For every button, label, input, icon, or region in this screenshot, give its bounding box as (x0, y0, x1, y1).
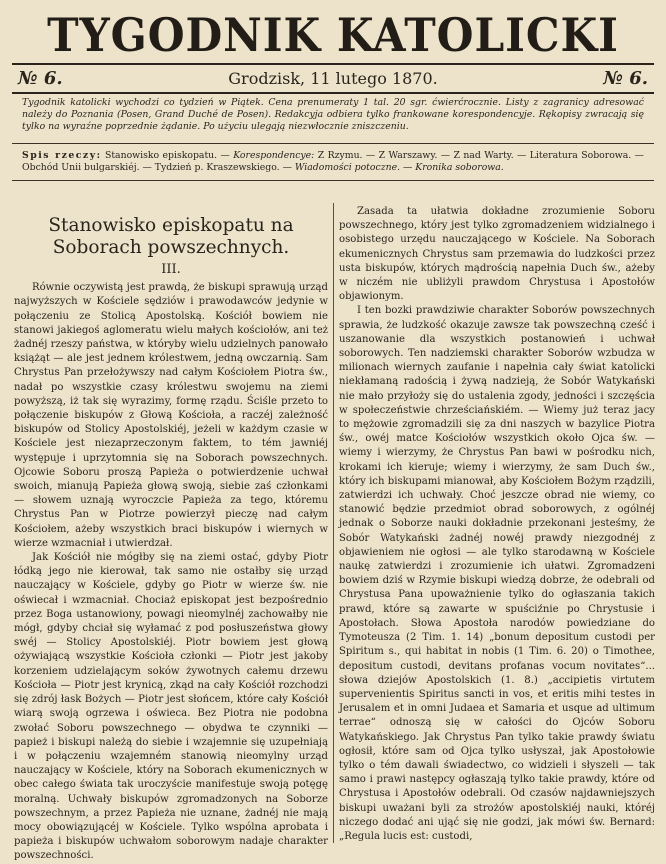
table-of-contents (22, 150, 644, 174)
article-paragraph: I ten bozki prawdziwie charakter Soborów powszechnych sprawia, że ludzkość okazuje zawsze tak powszechną cześć i uszanowanie dla wszystkich postanowień i uchwał soborowych. Ten nadziemski charakter Soborów wzbudza w milionach wiernych zaufanie i napełnia cały świat katolicki niekłamaną radością i żywą nadzieją, że Sobór Watykański nie mało przyłoży się do ustalenia zgody, jedności i szczęścia w społeczeństwie chrześciańskiém. — Wiemy już teraz jacy to mężowie zgromadzili się za dni naszych w bazylice Piotra św., owéj matce Kościołów wszystkich około Ojca św. — wiemy i wierzymy, że Chrystus Pan bawi w pośrodku nich, krokami ich kieruje; wiemy i wierzymy, że sam Duch św., który ich biskupami mianował, aby Kościołem Bożym rządzili, zatwierdzi ich uchwały. Choć jeszcze obrad nie wiemy, co stanowić będzie przedmiot obrad soborowych, z ogólnéj jednak o Soborze nauki dokładnie przekonani jesteśmy, że Sobór Watykański żadnéj nowéj prawdy niezgodnéj z objawieniem nie ogłosi — ale tylko starodawną w Kościele naukę zatwierdzi i zrozumienie ich ułatwi. Zgromadzeni bowiem dziś w Rzymie biskupi wiedzą dobrze, że odebrali od Chrystusa Pana upoważnienie tylko do ogłaszania takich prawd, które są zawarte w spuściźnie po Chrystusie i Apostołach. Słowa Apostoła narodów powiedziane do Tymoteusza (2 Tim. 1. 14) „bonum depositum custodi per Spiritum s., qui habitat in nobis (1 Tim. 6. 20) o Timothee, depositum custodi, devitans profanas vocum novitates“... słowa dziejów Apostolskich (1. 8.) „accipietis virtutem supervenientis Spiritus sancti in vos, et eritis mihi testes in Jerusalem et in omni Judaea et Samaria et usque ad ultimum terrae“ odnoszą się w całości do Ojców Soboru Watykańskiego. Jak Chrystus Pan tylko takie prawdy światu ogłosił, które sam od Ojca tylko usłyszał, jak Apostołowie tylko o tém dawali świadectwo, co widzieli i słyszeli — tak samo i prawi następcy ogłaszają tylko takie prawdy, które od Chrystusa i Apostołów odebrali. Od czasów najdawniejszych biskupi uważani byli za strożów apostolskiéj nauki, któréj niczego dodać ani ująć się nie godzi, jak mówi św. Bernard: „Regula lucis est: custodi, (339, 305, 655, 842)
article-column-left (14, 205, 328, 862)
article-column-right (339, 205, 655, 845)
article-title: Stanowisko episkopatu na Soborach powszechnych. (48, 215, 294, 258)
article-part-number: III. (161, 262, 181, 277)
issue-number-left: № 6. (18, 68, 63, 89)
notice-rule (12, 143, 654, 144)
issue-row (0, 66, 666, 90)
article-paragraph: Jak Kościół nie mógłby się na ziemi ostać, gdyby Piotr łódką jego nie kierował, tak samo nie ostałby się urząd nauczający w Kościele, gdyby go Piotr w wierze św. nie oświecał i wzmacniał. Chociaż episkopat jest bezpośrednio przez Boga ustanowiony, powagi nieomylnéj zachowałby nie mógł, gdyby chciał się wyłamać z pod posłuszeństwa głowy swéj — Stolicy Apostolskiéj. Piotr bowiem jest głową ożywiającą wszystkie Kościoła członki — Piotr jest jakoby korzeniem udzielającym soków żywotnych całemu drzewu Kościoła — Piotr jest krynicą, zkąd na cały Kościół rozchodzi się zdrój łask Bożych — Piotr jest słońcem, które cały Kościół wiarą swoją ogrzewa i oświeca. Bez Piotra nie podobna zwołać Soboru powszechnego — obydwa te czynniki — papież i biskupi należą do siebie i wzajemnie się uzupełniają i w połączeniu wzajemném stanowią nieomylny urząd nauczający w Kościele, który na Soborach ekumenicznych w obec całego świata tak uroczyście manifestuje swoją potęgę moralną. Uchwały biskupów zgromadzonych na Soborze powszechnym, a przez Papieża nie uznane, żadnéj nie mają mocy obowiązującéj w Kościele. Tylko wspólna aprobata i papieża i biskupów uchwałom soborowym nadaje charakter powszechności. (14, 552, 328, 862)
contents-correspondence: Z Rzymu. — Z Warszawy. — Z nad Warty. — Literatura Soborowa. — Obchód Unii bulgarskiéj. — Tydzień p. Kraszewskiego. — (22, 150, 644, 173)
subscription-notice: Tygodnik katolicki wychodzi co tydzień w Piątek. Cena prenumeraty 1 tal. 20 sgr. ćwierćrocznie. Listy z zagranicy adresować należy do Poznania (Posen, Grand Duché de Posen). Redakcyja odbiera tylko frankowane korespondencyje. Rękopisy zwracają się tylko na wyraźne poprzednie żądanie. Po użyciu ulegają niezwłocznie zniszczeniu. (22, 97, 644, 132)
dateline: Grodzisk, 11 lutego 1870. (228, 69, 438, 88)
column-divider (333, 203, 334, 843)
masthead-rule-top (12, 63, 654, 65)
masthead-title: TYGODNIK KATOLICKI (47, 8, 619, 62)
contents-label: Spis rzeczy: (22, 150, 102, 161)
contents-topic: Stanowisko episkopatu. — (104, 150, 230, 161)
issue-number-right: № 6. (603, 68, 648, 89)
contents-correspondence-label: Korespondencye: (233, 150, 315, 161)
contents-news-label: Wiadomości potoczne. — Kronika soborowa. (294, 162, 504, 173)
article-paragraph: Równie oczywistą jest prawdą, że biskupi sprawują urząd najwyższych w Kościele sędziów i prawodawców jedynie w połączeniu ze Stolicą Apostolską. Kościół bowiem nie stanowi jakiegoś aglomeratu wielu małych kościołów, ani też żadnéj rzeszy państwa, w któryby wielu udzielnych panowało książąt — ale jest jednem królestwem, jedną owczarnią. Sam Chrystus Pan przełożywszy nad całym Kościołem Piotra św., nadał po wszystkie czasy królestwu swojemu na ziemi powyższą, iż tak się wyrazimy, formę rządu. Ściśle przeto to połączenie biskupów z Głową Kościoła, a raczéj zależność biskupów od Stolicy Apostolskiéj, jeżeli w każdym czasie w Kościele jest niezaprzeczonym faktem, to tém jawniéj występuje i uprzytomnia się na Soborach powszechnych. Ojcowie Soboru proszą Papieża o potwierdzenie uchwał swoich, mianują Papieża głową swoją, siebie zaś członkami — słowem uznają wyroczcie Papieża za tego, któremu Chrystus Pan w Piotrze powierzył pieczę nad całym Kościołem, ażeby wszystkich braci biskupów i wiernych w wierze wzmacniał i utwierdzał. (14, 282, 328, 549)
article-paragraph: Zasada ta ułatwia dokładne zrozumienie Soboru powszechnego, który jest tylko zgromadzeniem widzialnego i osobistego urzędu nauczającego w Kościele. Na Soborach ekumenicznych Chrystus sam przemawia do ludzkości przez usta biskupów, których mądrością napełnia Duch św., ażeby w niczém nie ubliżyli prawdom Chrystusa i Apostołów objawionym. (339, 206, 655, 303)
masthead-rule-bottom (12, 92, 654, 94)
contents-rule (12, 180, 654, 181)
